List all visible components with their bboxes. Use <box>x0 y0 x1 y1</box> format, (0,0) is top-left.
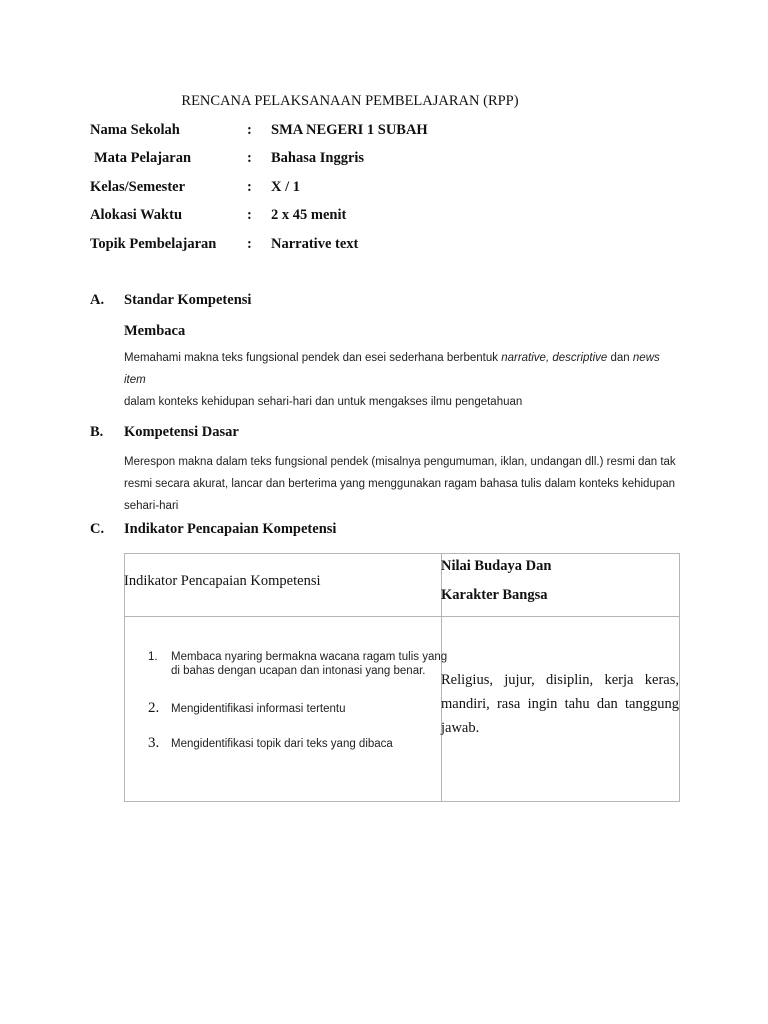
identity-label: Mata Pelajaran <box>94 150 192 166</box>
identity-label: Topik Pembelajaran <box>90 236 217 252</box>
section-b-paragraph <box>124 451 684 517</box>
identity-row-subject <box>0 150 768 170</box>
section-c-letter: C. <box>90 521 105 537</box>
identity-value: Bahasa Inggris <box>271 150 365 166</box>
section-b-letter: B. <box>90 424 104 440</box>
section-b-line-2: resmi secara akurat, lancar dan berterima yang menggunakan ragam bahasa tulis dalam konteks kehidupan <box>124 478 676 490</box>
identity-colon: : <box>247 179 252 195</box>
indicator-number: 3. <box>148 735 160 751</box>
table-row-divider <box>124 616 680 617</box>
section-a-letter: A. <box>90 292 105 308</box>
section-a-text-2: dan <box>610 352 630 364</box>
identity-label: Kelas/Semester <box>90 179 186 195</box>
table-header-indicator: Indikator Pencapaian Kompetensi <box>124 573 321 589</box>
section-a-italic-2: news item <box>124 352 660 386</box>
indicator-text-line-1: Membaca nyaring bermakna wacana ragam tulis yang <box>171 651 448 663</box>
nilai-budaya-text: Religius, jujur, disiplin, kerja keras, mandiri, rasa ingin tahu dan tanggung jawab. <box>441 672 679 736</box>
identity-row-class <box>0 179 768 199</box>
identity-colon: : <box>247 122 252 138</box>
indicator-text-line-2: di bahas dengan ucapan dan intonasi yang benar. <box>171 665 426 677</box>
section-a-paragraph <box>124 347 684 413</box>
identity-value: Narrative text <box>271 236 359 252</box>
identity-label: Nama Sekolah <box>90 122 180 138</box>
section-a-title: Standar Kompetensi <box>124 292 252 308</box>
identity-row-topic <box>0 236 768 256</box>
identity-value: 2 x 45 menit <box>271 207 347 223</box>
table-header-nilai-1: Nilai Budaya Dan <box>441 558 552 574</box>
identity-value: SMA NEGERI 1 SUBAH <box>271 122 428 138</box>
section-a-text-1: Memahami makna teks fungsional pendek dan esei sederhana berbentuk <box>124 352 498 364</box>
identity-colon: : <box>247 150 252 166</box>
identity-colon: : <box>247 236 252 252</box>
section-a-text-3: dalam konteks kehidupan sehari-hari dan untuk mengakses ilmu pengetahuan <box>124 396 523 408</box>
section-b-title: Kompetensi Dasar <box>124 424 239 440</box>
table-header-nilai-2: Karakter Bangsa <box>441 587 548 603</box>
indicator-number: 2. <box>148 700 160 716</box>
indicator-number: 1. <box>148 651 158 663</box>
section-b-line-1: Merespon makna dalam teks fungsional pendek (misalnya pengumuman, iklan, undangan dll.) resmi dan tak <box>124 456 676 468</box>
indicator-text-line-1: Mengidentifikasi topik dari teks yang dibaca <box>171 738 393 750</box>
section-a-subtitle: Membaca <box>124 323 186 339</box>
identity-colon: : <box>247 207 252 223</box>
identity-label: Alokasi Waktu <box>90 207 183 223</box>
document-title: RENCANA PELAKSANAAN PEMBELAJARAN (RPP) <box>181 93 519 109</box>
identity-row-school <box>0 122 768 142</box>
identity-value: X / 1 <box>271 179 300 195</box>
section-b-line-3: sehari-hari <box>124 500 179 512</box>
identity-row-time <box>0 207 768 227</box>
indicator-text-line-1: Mengidentifikasi informasi tertentu <box>171 703 346 715</box>
section-a-italic-1: narrative, descriptive <box>501 352 608 364</box>
section-c-title: Indikator Pencapaian Kompetensi <box>124 521 337 537</box>
